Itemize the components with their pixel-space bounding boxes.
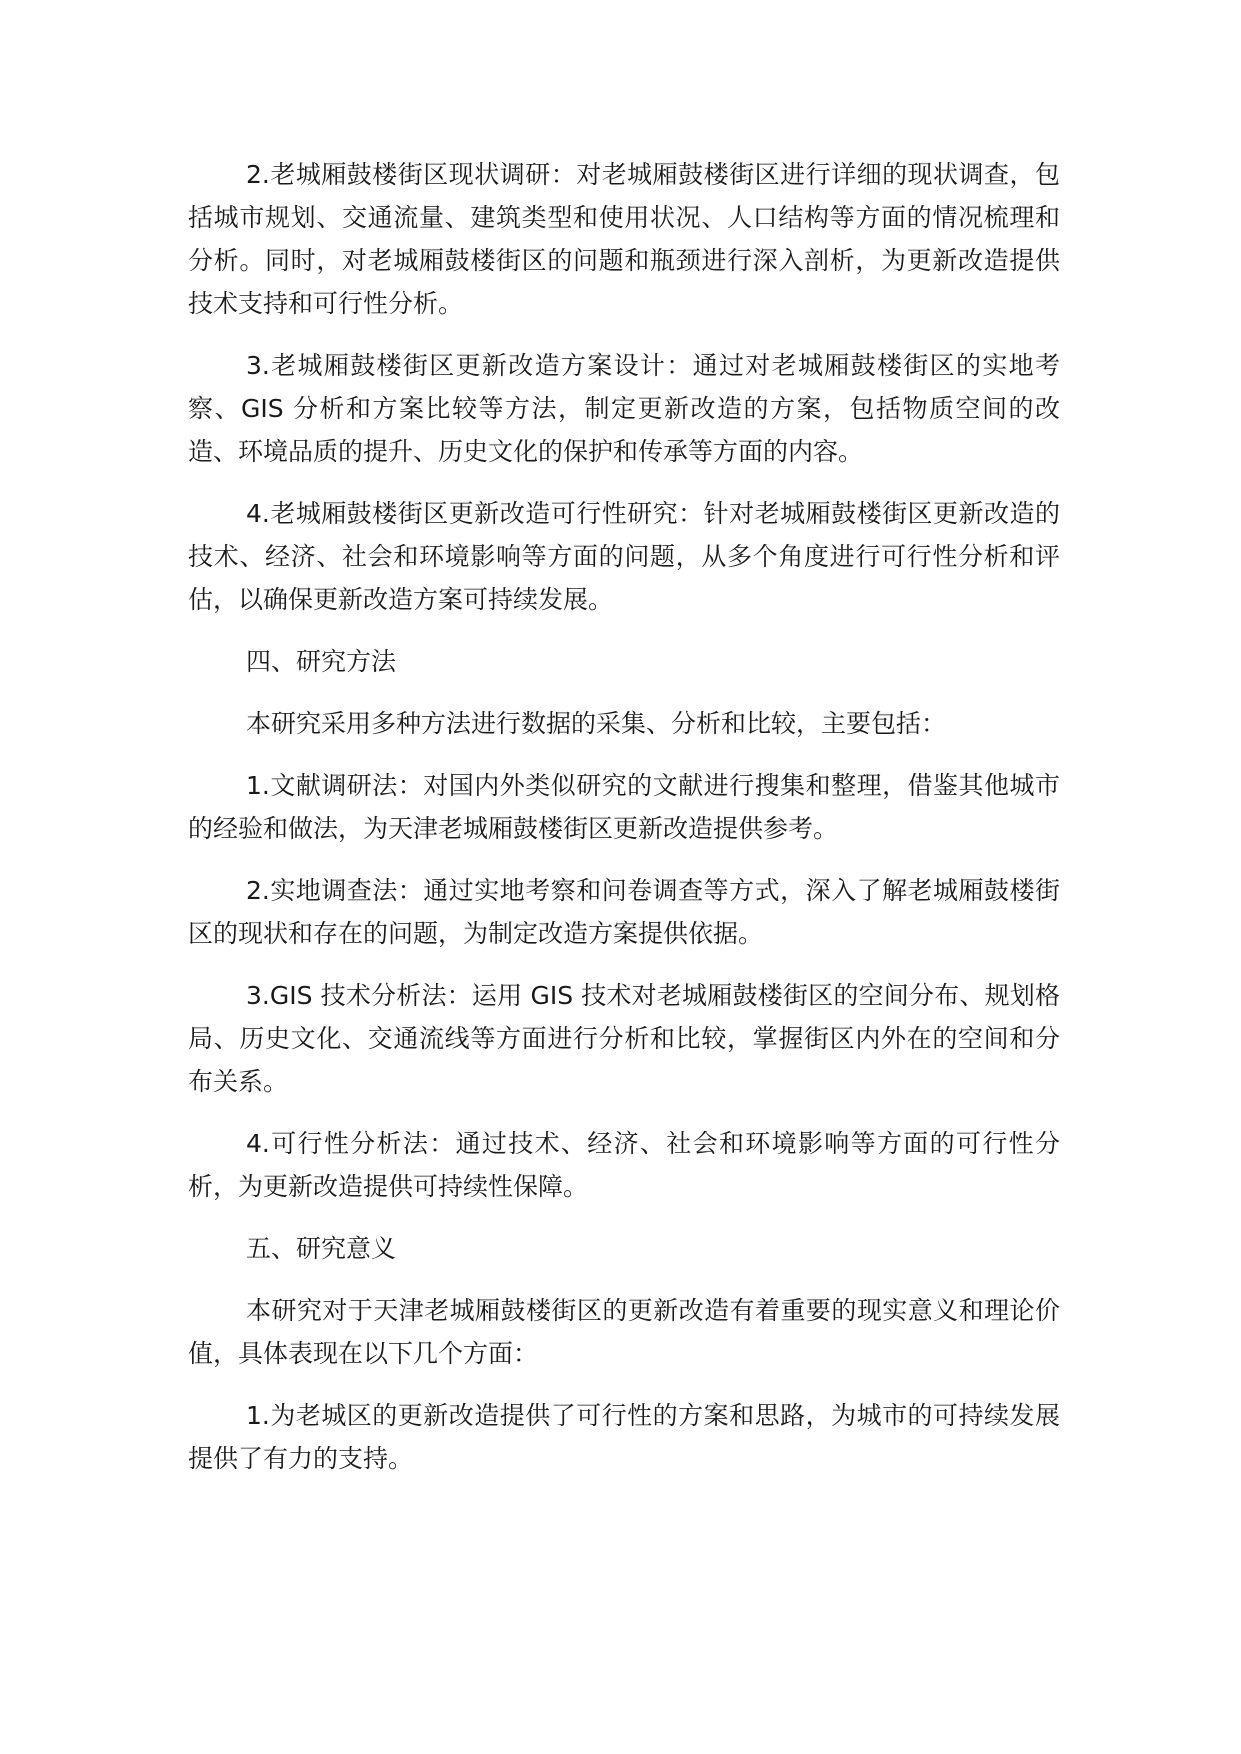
paragraph-design: 3.老城厢鼓楼街区更新改造方案设计：通过对老城厢鼓楼街区的实地考察、GIS 分析和方案比较等方法，制定更新改造的方案，包括物质空间的改造、环境品质的提升、历史文化的保护和传承等方面的内容。: [188, 351, 1060, 466]
section-heading-methods: 四、研究方法: [246, 647, 397, 676]
paragraph-significance-1: 1.为老城区的更新改造提供了可行性的方案和思路，为城市的可持续发展提供了有力的支持。: [188, 1401, 1060, 1473]
paragraph-methods-intro: 本研究采用多种方法进行数据的采集、分析和比较，主要包括：: [246, 709, 947, 738]
paragraph-method-feasibility: 4.可行性分析法：通过技术、经济、社会和环境影响等方面的可行性分析，为更新改造提供可持续性保障。: [188, 1129, 1060, 1201]
paragraph-significance-intro: 本研究对于天津老城厢鼓楼街区的更新改造有着重要的现实意义和理论价值，具体表现在以下几个方面：: [188, 1296, 1060, 1368]
paragraph-method-fieldwork: 2.实地调查法：通过实地考察和问卷调查等方式，深入了解老城厢鼓楼街区的现状和存在的问题，为制定改造方案提供依据。: [188, 876, 1060, 948]
paragraph-method-gis: 3.GIS 技术分析法：运用 GIS 技术对老城厢鼓楼街区的空间分布、规划格局、历史文化、交通流线等方面进行分析和比较，掌握街区内外在的空间和分布关系。: [188, 981, 1060, 1096]
section-heading-significance: 五、研究意义: [246, 1234, 397, 1263]
paragraph-method-literature: 1.文献调研法：对国内外类似研究的文献进行搜集和整理，借鉴其他城市的经验和做法，为天津老城厢鼓楼街区更新改造提供参考。: [188, 771, 1060, 843]
document-body: [188, 153, 1060, 1499]
paragraph-feasibility: 4.老城厢鼓楼街区更新改造可行性研究：针对老城厢鼓楼街区更新改造的技术、经济、社会和环境影响等方面的问题，从多个角度进行可行性分析和评估，以确保更新改造方案可持续发展。: [188, 499, 1060, 614]
paragraph-survey: 2.老城厢鼓楼街区现状调研：对老城厢鼓楼街区进行详细的现状调查，包括城市规划、交通流量、建筑类型和使用状况、人口结构等方面的情况梳理和分析。同时，对老城厢鼓楼街区的问题和瓶颈进行深入剖析，为更新改造提供技术支持和可行性分析。: [188, 160, 1060, 318]
